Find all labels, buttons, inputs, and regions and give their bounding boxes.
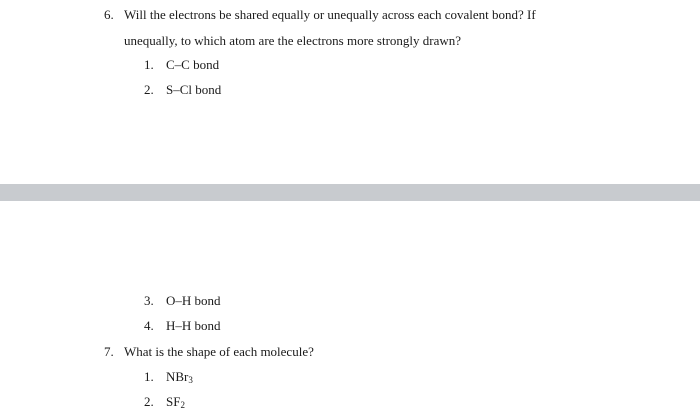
question-7-text: What is the shape of each molecule? bbox=[124, 344, 314, 359]
q7-item-2-formula-subscript: 2 bbox=[180, 400, 185, 410]
q7-item-1-number: 1. bbox=[144, 369, 154, 384]
q7-item-2-formula-main: SF bbox=[166, 394, 181, 409]
q6-item-3-number: 3. bbox=[144, 293, 154, 308]
q6-item-1-text: C–C bond bbox=[166, 57, 220, 72]
q6-item-4-number: 4. bbox=[144, 318, 154, 333]
q6-item-2-number: 2. bbox=[144, 82, 154, 97]
q6-item-4-text: H–H bond bbox=[166, 318, 221, 333]
q7-item-2-formula bbox=[166, 394, 185, 410]
q7-item-1-formula bbox=[166, 369, 193, 385]
q6-item-1-number: 1. bbox=[144, 57, 154, 72]
q6-item-3-text: O–H bond bbox=[166, 293, 221, 308]
question-7-number: 7. bbox=[104, 344, 114, 359]
q7-item-1-formula-main: NBr bbox=[166, 369, 189, 384]
q6-item-2-text: S–Cl bond bbox=[166, 82, 222, 97]
q7-item-1-formula-subscript: 3 bbox=[188, 375, 193, 385]
question-6-text-line-1: Will the electrons be shared equally or unequally across each covalent bond? If bbox=[124, 7, 536, 22]
question-6-number: 6. bbox=[104, 7, 114, 22]
question-6-text-line-2: unequally, to which atom are the electrons more strongly drawn? bbox=[124, 33, 462, 48]
page-divider bbox=[0, 184, 700, 201]
q7-item-2-number: 2. bbox=[144, 394, 154, 409]
